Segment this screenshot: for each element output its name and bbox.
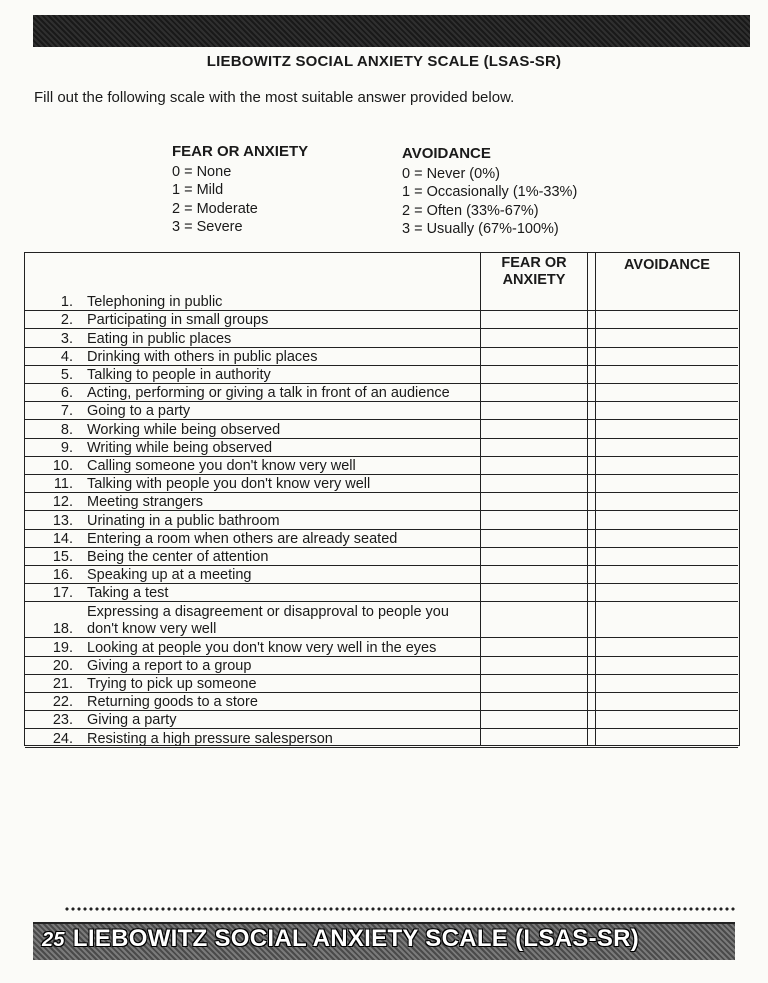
avoidance-legend-item: 1 = Occasionally (1%-33%) — [402, 184, 578, 200]
table-row — [25, 329, 738, 347]
item-text: Being the center of attention — [87, 548, 269, 565]
instructions: Fill out the following scale with the most suitable answer provided below. — [34, 89, 515, 106]
table-row — [25, 348, 738, 366]
page-number: 25 — [42, 929, 65, 951]
table-row — [25, 402, 738, 420]
table-row — [25, 293, 738, 311]
item-text: Writing while being observed — [87, 439, 273, 456]
fear-legend — [172, 143, 308, 237]
item-text: Urinating in a public bathroom — [87, 512, 280, 529]
table-row — [25, 729, 738, 747]
item-number: 7. — [60, 403, 73, 420]
table-row — [25, 530, 738, 548]
avoidance-legend — [402, 145, 577, 239]
avoidance-legend-item: 3 = Usually (67%-100%) — [402, 221, 559, 237]
table-row — [25, 384, 738, 402]
item-number: 12. — [52, 494, 73, 511]
item-number: 17. — [52, 585, 73, 602]
item-text: Telephoning in public — [87, 294, 223, 311]
item-text: Giving a report to a group — [87, 657, 252, 674]
item-number: 16. — [52, 567, 73, 584]
item-text: Participating in small groups — [87, 312, 269, 329]
item-number: 2. — [60, 312, 73, 329]
item-text: Eating in public places — [87, 330, 232, 347]
item-text: Looking at people you don't know very well in the eyes — [87, 639, 437, 656]
dotted-divider — [64, 906, 736, 912]
table-row — [25, 675, 738, 693]
item-number: 14. — [52, 530, 73, 547]
item-text: Taking a test — [87, 585, 169, 602]
item-number: 18. — [52, 621, 73, 638]
item-number: 3. — [60, 330, 73, 347]
item-text: Giving a party — [87, 712, 177, 729]
item-text: Trying to pick up someone — [87, 675, 257, 692]
avoidance-legend-heading: AVOIDANCE — [402, 145, 491, 162]
header-band — [33, 15, 750, 47]
fear-column-header — [481, 255, 587, 289]
item-text: Returning goods to a store — [87, 694, 258, 711]
table-row — [25, 584, 738, 602]
item-number: 11. — [53, 476, 73, 493]
fear-legend-item: 0 = None — [172, 163, 232, 180]
table-row — [25, 420, 738, 438]
table-row — [25, 602, 738, 638]
item-number: 24. — [52, 730, 73, 747]
lsas-table — [24, 252, 740, 746]
table-row — [25, 548, 738, 566]
fear-legend-item: 1 = Mild — [172, 182, 224, 198]
avoidance-legend-item: 0 = Never (0%) — [402, 165, 500, 182]
item-number: 15. — [52, 548, 73, 565]
fear-column-header-line: FEAR OR — [501, 255, 567, 271]
fear-legend-item: 2 = Moderate — [172, 200, 258, 217]
item-text: Acting, performing or giving a talk in front of an audience — [87, 385, 450, 402]
item-text: Entering a room when others are already seated — [87, 530, 398, 547]
table-row — [25, 657, 738, 675]
table-row — [25, 457, 738, 475]
item-text-continued: don't know very well — [87, 621, 217, 638]
item-number: 5. — [60, 366, 73, 383]
table-row — [25, 493, 738, 511]
item-number: 10. — [52, 457, 73, 474]
avoidance-column-header: AVOIDANCE — [624, 257, 710, 273]
item-number: 23. — [52, 712, 73, 729]
item-text: Talking to people in authority — [87, 366, 271, 383]
item-number: 8. — [60, 421, 73, 438]
table-row — [25, 511, 738, 529]
item-text: Resisting a high pressure salesperson — [87, 730, 333, 747]
item-number: 4. — [60, 348, 73, 365]
table-row — [25, 711, 738, 729]
item-text: Talking with people you don't know very well — [87, 476, 371, 493]
item-text: Drinking with others in public places — [87, 348, 318, 365]
item-number: 22. — [52, 694, 73, 711]
table-row — [25, 693, 738, 711]
item-text: Going to a party — [87, 403, 191, 420]
item-number: 9. — [60, 439, 73, 456]
table-row — [25, 638, 738, 656]
avoidance-legend-item: 2 = Often (33%-67%) — [402, 202, 539, 219]
item-number: 21. — [52, 675, 73, 692]
fear-column-header-line: ANXIETY — [502, 272, 566, 288]
page-title: LIEBOWITZ SOCIAL ANXIETY SCALE (LSAS-SR) — [206, 53, 562, 70]
table-row — [25, 475, 738, 493]
footer-text: LIEBOWITZ SOCIAL ANXIETY SCALE (LSAS-SR) — [72, 925, 640, 952]
item-text: Expressing a disagreement or disapproval to people you — [87, 604, 449, 621]
item-number: 13. — [52, 512, 73, 529]
item-text: Meeting strangers — [87, 494, 204, 511]
item-text: Working while being observed — [87, 421, 281, 438]
table-row — [25, 311, 738, 329]
item-text: Speaking up at a meeting — [87, 567, 252, 584]
fear-legend-heading: FEAR OR ANXIETY — [172, 143, 309, 160]
item-text: Calling someone you don't know very well — [87, 457, 356, 474]
footer-title — [42, 925, 639, 953]
item-number: 19. — [52, 639, 73, 656]
table-row — [25, 566, 738, 584]
item-number: 1. — [60, 294, 73, 311]
item-number: 20. — [52, 657, 73, 674]
item-number: 6. — [60, 385, 73, 402]
fear-legend-item: 3 = Severe — [172, 219, 243, 235]
table-row — [25, 439, 738, 457]
table-row — [25, 366, 738, 384]
